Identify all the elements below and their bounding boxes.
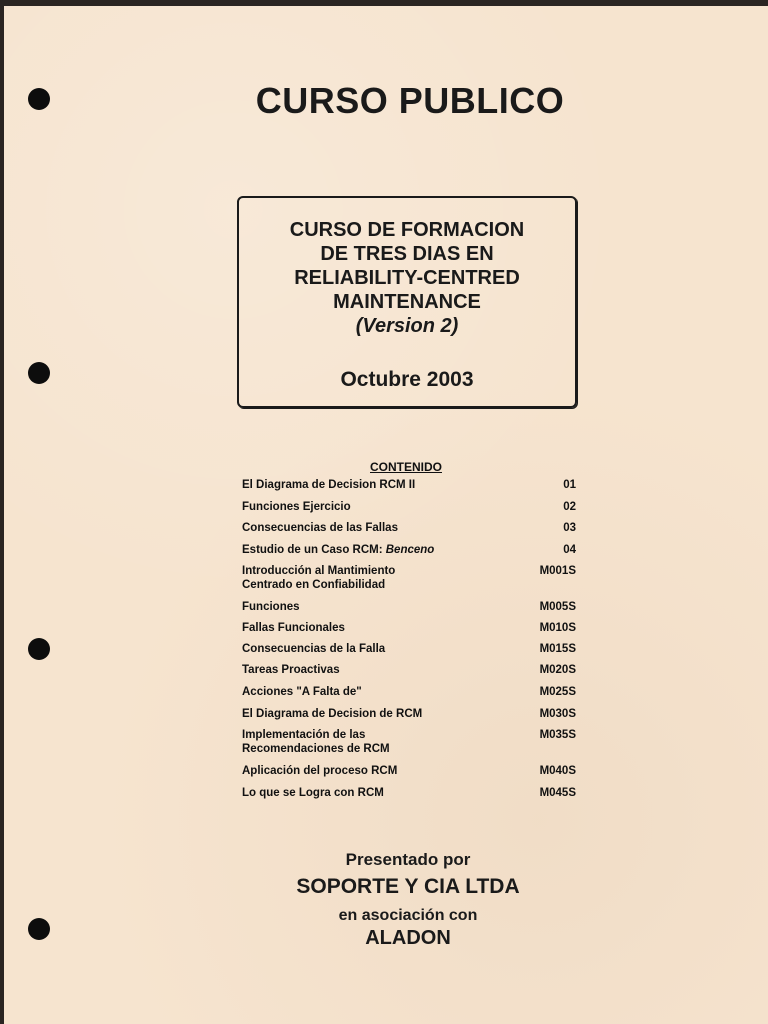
toc-code: M005S — [539, 601, 576, 613]
toc-label-text: Estudio de un Caso RCM: — [242, 544, 386, 556]
toc-label-line-1: Introducción al Mantimiento — [242, 565, 396, 577]
toc-label: Lo que se Logra con RCM — [242, 787, 384, 799]
toc-label: Aplicación del proceso RCM — [242, 765, 398, 777]
toc-code: M015S — [539, 643, 576, 655]
course-box — [237, 196, 577, 408]
toc-label-line-2: Recomendaciones de RCM — [242, 743, 390, 755]
toc-label-line-1: Implementación de las — [242, 729, 366, 741]
course-version: (Version 2) — [355, 315, 459, 337]
toc-label: Funciones — [242, 601, 300, 613]
toc-label — [242, 564, 492, 592]
course-title-line-4: MAINTENANCE — [333, 291, 481, 313]
toc-label: Consecuencias de las Fallas — [242, 522, 398, 534]
course-title-line-2: DE TRES DIAS EN — [320, 243, 494, 265]
presented-by: Presentado por — [345, 850, 471, 869]
company-name: SOPORTE Y CIA LTDA — [296, 875, 520, 898]
document-page — [4, 6, 768, 1024]
toc-code: M035S — [539, 729, 576, 741]
toc-label: Funciones Ejercicio — [242, 501, 351, 513]
partner-name: ALADON — [365, 927, 451, 949]
toc-code: M040S — [539, 765, 576, 777]
contents-heading: CONTENIDO — [370, 460, 442, 474]
toc-code: M020S — [539, 664, 576, 676]
toc-code: 02 — [563, 501, 576, 513]
toc-label: El Diagrama de Decision RCM II — [242, 479, 416, 491]
toc-label: Fallas Funcionales — [242, 622, 345, 634]
toc-label: Tareas Proactivas — [242, 664, 340, 676]
toc-code: M001S — [539, 565, 576, 577]
toc-code: M010S — [539, 622, 576, 634]
course-title-line-1: CURSO DE FORMACION — [289, 219, 525, 241]
association-text: en asociación con — [338, 907, 478, 924]
toc-code: M025S — [539, 686, 576, 698]
toc-label-line-2: Centrado en Confiabilidad — [242, 579, 386, 591]
toc-code: M030S — [539, 708, 576, 720]
course-title-line-3: RELIABILITY-CENTRED — [294, 267, 520, 289]
punch-hole-icon — [28, 638, 50, 660]
toc-code: 03 — [563, 522, 576, 534]
toc-label — [242, 728, 492, 756]
toc-code: M045S — [539, 787, 576, 799]
toc-code: 04 — [563, 544, 576, 556]
toc-code: 01 — [563, 479, 576, 491]
punch-hole-icon — [28, 362, 50, 384]
page-title: CURSO PUBLICO — [255, 80, 565, 121]
toc-label-italic: Benceno — [385, 544, 435, 556]
toc-label: Consecuencias de la Falla — [242, 643, 386, 655]
toc-label — [242, 543, 492, 557]
course-date: Octubre 2003 — [340, 368, 474, 391]
toc-label: El Diagrama de Decision de RCM — [242, 708, 423, 720]
toc-label: Acciones "A Falta de" — [242, 686, 362, 698]
